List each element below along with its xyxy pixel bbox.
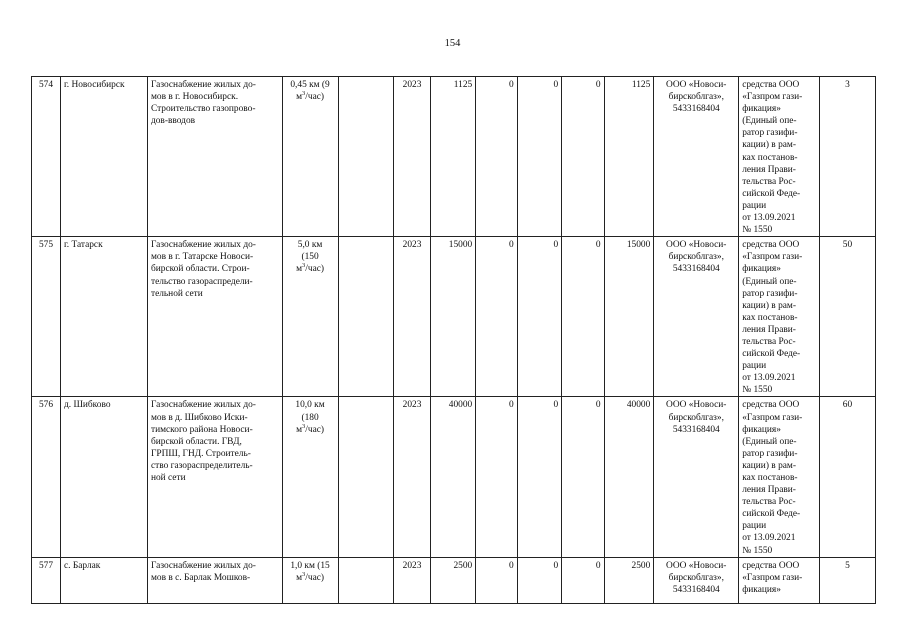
year-cell: 2023: [394, 397, 430, 557]
capacity-cell: [282, 397, 338, 557]
settlement-cell: г. Татарск: [60, 237, 147, 397]
capacity-cell: [282, 77, 338, 237]
settlement-cell: с. Барлак: [60, 557, 147, 603]
table-row: [32, 77, 876, 237]
cost-cell-4: 1125: [604, 77, 654, 237]
cost-cell-4: 15000: [604, 237, 654, 397]
empty-cell: [338, 237, 394, 397]
capacity-unit-suffix: /час): [305, 424, 325, 435]
cost-cell-3: 0: [562, 237, 604, 397]
funding-source-cell: средства ООО «Газпром гази- фикация» (Единый опе- ратор газифи- кации) в рам- ках постанов- ления Прави- тельства Рос- сийской Феде- рации от 13.09.2021 № 1550: [739, 77, 820, 237]
cost-cell-3: 0: [562, 557, 604, 603]
cost-cell-4: 40000: [604, 397, 654, 557]
capacity-value: 0,45 км (9: [290, 80, 330, 90]
organization-cell: ООО «Новоси- бирскоблгаз», 5433168404: [654, 397, 739, 557]
cost-cell-2: 0: [517, 397, 562, 557]
capacity-cell: [282, 557, 338, 603]
empty-cell: [338, 557, 394, 603]
total-cost-cell: 15000: [430, 237, 476, 397]
row-number: 577: [32, 557, 61, 603]
capacity-unit-suffix: /час): [305, 572, 325, 583]
year-cell: 2023: [394, 237, 430, 397]
cost-cell-3: 0: [562, 397, 604, 557]
cost-cell-3: 0: [562, 77, 604, 237]
cost-cell-2: 0: [517, 557, 562, 603]
row-number: 576: [32, 397, 61, 557]
page-number: 154: [444, 38, 461, 49]
empty-cell: [338, 77, 394, 237]
settlement-cell: д. Шибково: [60, 397, 147, 557]
table-row: [32, 397, 876, 557]
cost-cell-1: 0: [476, 557, 517, 603]
total-cost-cell: 40000: [430, 397, 476, 557]
capacity-value: 1,0 км (15: [290, 560, 330, 571]
funding-source-cell: средства ООО «Газпром гази- фикация»: [739, 557, 820, 603]
capacity-unit-suffix: /час): [305, 92, 325, 103]
table-row: [32, 237, 876, 397]
capacity-unit-exponent: 3: [302, 422, 306, 430]
funding-source-cell: средства ООО «Газпром гази- фикация» (Единый опе- ратор газифи- кации) в рам- ках постанов- ления Прави- тельства Рос- сийской Феде- рации от 13.09.2021 № 1550: [739, 237, 820, 397]
year-cell: 2023: [394, 77, 430, 237]
cost-cell-1: 0: [476, 397, 517, 557]
capacity-cell: [282, 237, 338, 397]
row-number: 575: [32, 237, 61, 397]
total-cost-cell: 2500: [430, 557, 476, 603]
capacity-unit-suffix: /час): [305, 264, 325, 275]
count-cell: 5: [819, 557, 875, 603]
description-cell: Газоснабжение жилых до- мов в г. Татарске Новоси- бирской области. Строи- тельство газораспредели- тельной сети: [147, 237, 282, 397]
capacity-value: 10,0 км (180: [295, 400, 325, 423]
count-cell: 3: [819, 77, 875, 237]
investment-table: [31, 76, 876, 604]
capacity-unit-exponent: 3: [302, 570, 306, 578]
capacity-unit: м: [296, 572, 302, 583]
empty-cell: [338, 397, 394, 557]
organization-cell: ООО «Новоси- бирскоблгаз», 5433168404: [654, 237, 739, 397]
cost-cell-1: 0: [476, 237, 517, 397]
settlement-cell: г. Новосибирск: [60, 77, 147, 237]
count-cell: 50: [819, 237, 875, 397]
count-cell: 60: [819, 397, 875, 557]
description-cell: Газоснабжение жилых до- мов в г. Новосибирск. Строительство газопрово- дов-вводов: [147, 77, 282, 237]
total-cost-cell: 1125: [430, 77, 476, 237]
description-cell: Газоснабжение жилых до- мов в д. Шибково Иски- тимского района Новоси- бирской области. ГВД, ГРПШ, ГНД. Строитель- ство газораспределитель- ной сети: [147, 397, 282, 557]
organization-cell: ООО «Новоси- бирскоблгаз», 5433168404: [654, 77, 739, 237]
cost-cell-4: 2500: [604, 557, 654, 603]
capacity-unit: м: [296, 92, 302, 103]
cost-cell-1: 0: [476, 77, 517, 237]
capacity-unit: м: [296, 424, 302, 435]
capacity-unit: м: [296, 264, 302, 275]
capacity-unit-exponent: 3: [302, 89, 306, 97]
row-number: 574: [32, 77, 61, 237]
organization-cell: ООО «Новоси- бирскоблгаз», 5433168404: [654, 557, 739, 603]
cost-cell-2: 0: [517, 237, 562, 397]
capacity-unit-exponent: 3: [302, 262, 306, 270]
table-row: [32, 557, 876, 603]
capacity-value: 5,0 км (150: [297, 240, 323, 263]
funding-source-cell: средства ООО «Газпром гази- фикация» (Единый опе- ратор газифи- кации) в рам- ках постанов- ления Прави- тельства Рос- сийской Феде- рации от 13.09.2021 № 1550: [739, 397, 820, 557]
cost-cell-2: 0: [517, 77, 562, 237]
description-cell: Газоснабжение жилых до- мов в с. Барлак Мошков-: [147, 557, 282, 603]
year-cell: 2023: [394, 557, 430, 603]
